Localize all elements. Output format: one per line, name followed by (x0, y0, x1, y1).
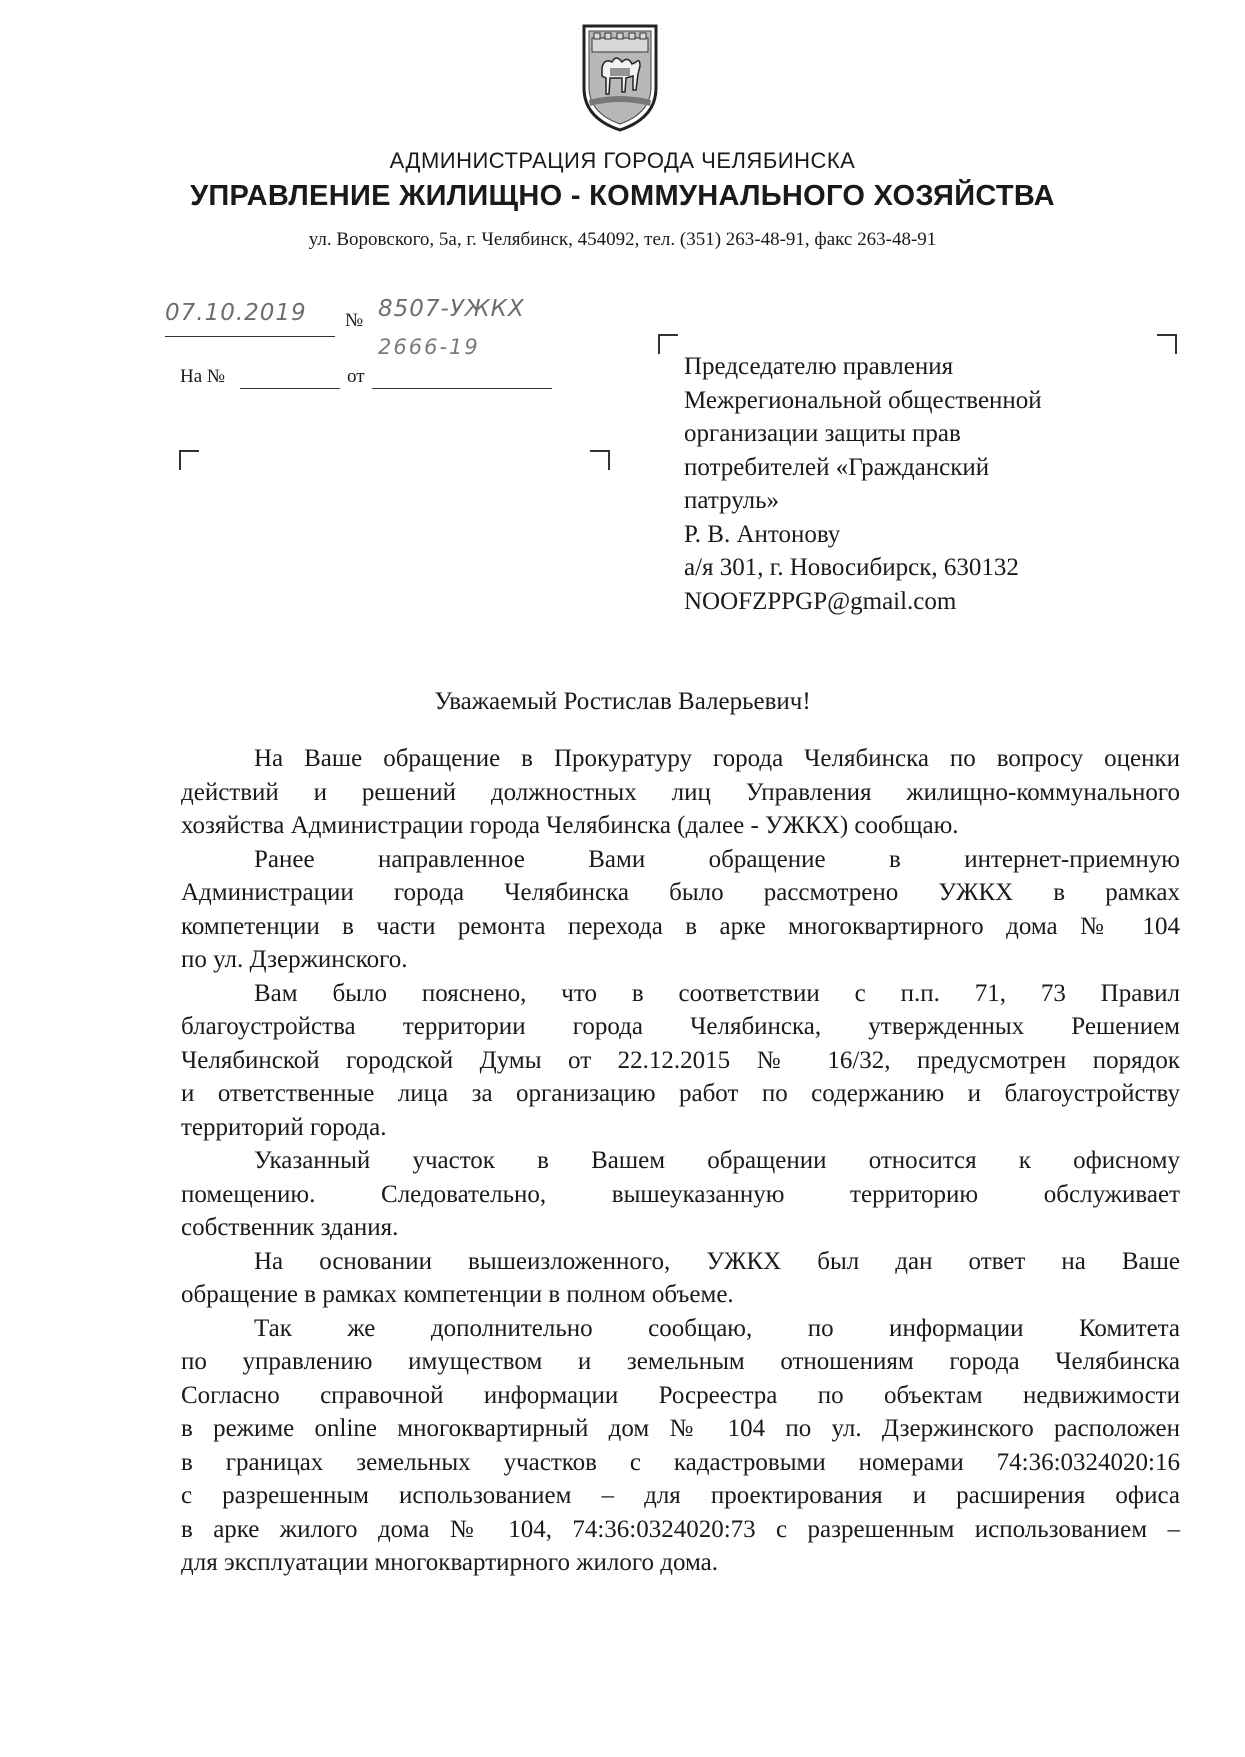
addressee-email: NOOFZPPGP@gmail.com (684, 587, 957, 615)
registration-date: 07.10.2019 (165, 300, 335, 337)
addressee-line: Межрегиональной общественной (684, 386, 1042, 414)
addressee-corner-mark-left (658, 334, 678, 354)
body-line: Челябинской городской Думы от 22.12.2015 № 16/32, предусмотрен порядок (181, 1046, 1180, 1074)
body-line: собственник здания. (181, 1214, 399, 1241)
addressee-block (684, 350, 1134, 618)
reference-date-label: от (347, 366, 365, 387)
body-line: в режиме online многоквартирный дом № 104 по ул. Дзержинского расположен (181, 1415, 1180, 1442)
camel-crest-icon (580, 18, 660, 133)
reference-number-label: На № (180, 366, 226, 387)
body-line: Так же дополнительно сообщаю, по информации Комитета (254, 1314, 1180, 1342)
addressee-line: патруль» (684, 487, 780, 514)
corner-mark-top-left (179, 450, 199, 470)
body-line: Вам было пояснено, что в соответствии с п.п. 71, 73 Правил (254, 979, 1180, 1007)
body-line: в границах земельных участков с кадастровыми номерами 74:36:0324020:16 (181, 1448, 1180, 1476)
reference-number-line (240, 388, 340, 389)
corner-mark-top-right (590, 450, 610, 470)
city-emblem (580, 18, 660, 133)
body-line: по ул. Дзержинского. (181, 946, 408, 973)
addressee-corner-mark-right (1157, 334, 1177, 354)
body-line: и ответственные лица за организацию работ по содержанию и благоустройству (181, 1080, 1180, 1107)
body-line: обращение в рамках компетенции в полном объеме. (181, 1281, 734, 1308)
body-line: хозяйства Администрации города Челябинска (далее - УЖКХ) сообщаю. (181, 812, 959, 839)
body-line: благоустройства территории города Челябинска, утвержденных Решением (181, 1013, 1180, 1040)
organization-admin-name: АДМИНИСТРАЦИЯ ГОРОДА ЧЕЛЯБИНСКА (389, 148, 856, 173)
organization-department-name: УПРАВЛЕНИЕ ЖИЛИЩНО - КОММУНАЛЬНОГО ХОЗЯЙСТВА (190, 180, 1055, 212)
organization-address: ул. Воровского, 5а, г. Челябинск, 454092, тел. (351) 263-48-91, факс 263-48-91 (308, 229, 937, 250)
addressee-line: Р. В. Антонову (684, 520, 841, 548)
addressee-line: потребителей «Гражданский (684, 453, 990, 481)
addressee-line: Председателю правления (684, 353, 954, 380)
body-line: с разрешенным использованием – для проектирования и расширения офиса (181, 1482, 1180, 1509)
body-line: помещению. Следовательно, вышеуказанную территорию обслуживает (181, 1180, 1180, 1208)
letter-body (181, 742, 1180, 1580)
addressee-line: а/я 301, г. Новосибирск, 630132 (684, 554, 1019, 581)
registration-number-label: № (345, 310, 364, 331)
registration-number: 8507-УЖКХ (378, 296, 525, 322)
body-line: территорий города. (181, 1113, 387, 1141)
body-line: Указанный участок в Вашем обращении относится к офисному (254, 1147, 1180, 1174)
body-line: действий и решений должностных лиц Управления жилищно-коммунального (181, 778, 1180, 806)
reference-date-line (372, 388, 552, 389)
body-line: в арке жилого дома № 104, 74:36:0324020:73 с разрешенным использованием – (181, 1515, 1180, 1543)
body-line: по управлению имуществом и земельным отношениям города Челябинска (181, 1348, 1180, 1375)
registration-extra-number: 2666-19 (378, 335, 480, 359)
addressee-line: организации защиты прав (684, 420, 961, 447)
body-line: компетенции в части ремонта перехода в арке многоквартирного дома № 104 (181, 912, 1180, 940)
body-line: Администрации города Челябинска было рассмотрено УЖКХ в рамках (181, 879, 1180, 906)
salutation: Уважаемый Ростислав Валерьевич! (434, 688, 811, 715)
body-line: На Ваше обращение в Прокуратуру города Челябинска по вопросу оценки (254, 745, 1180, 772)
body-line: На основании вышеизложенного, УЖКХ был дан ответ на Ваше (254, 1247, 1180, 1275)
body-line: Ранее направленное Вами обращение в интернет-приемную (254, 845, 1180, 873)
body-line: Согласно справочной информации Росреестра по объектам недвижимости (181, 1381, 1180, 1409)
body-line: для эксплуатации многоквартирного жилого дома. (181, 1549, 719, 1576)
